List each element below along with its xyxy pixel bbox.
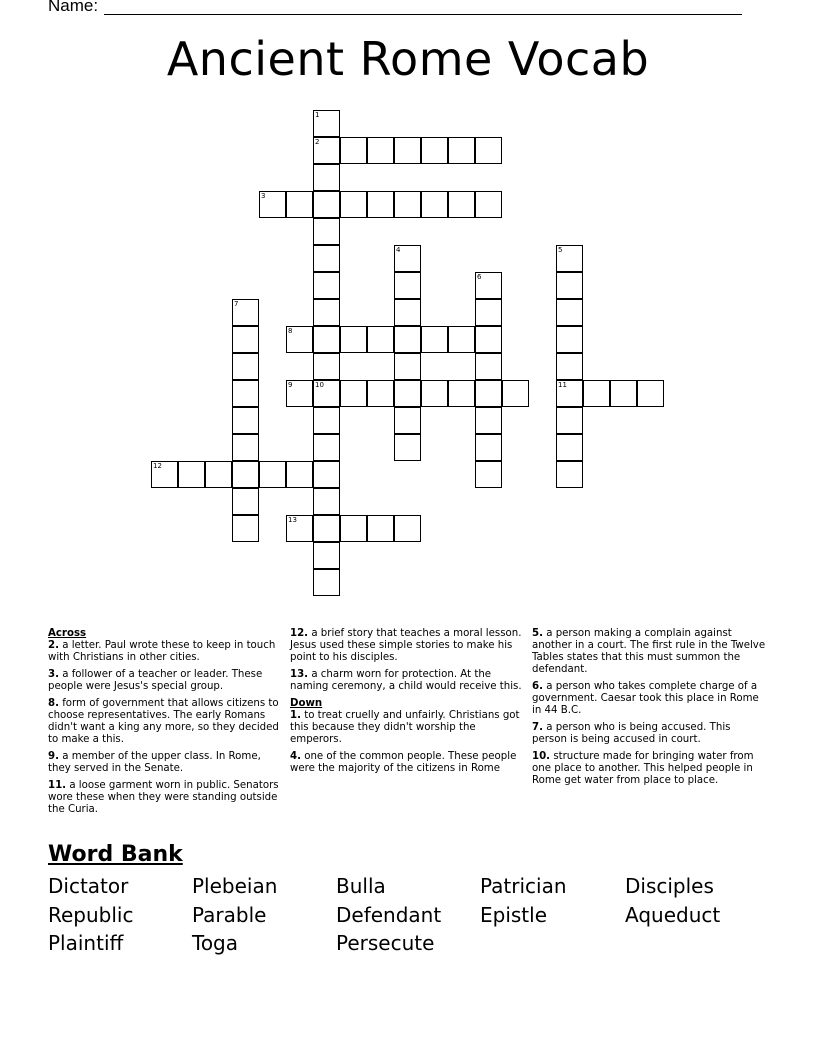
grid-cell[interactable]	[313, 488, 340, 515]
word-bank-word: Persecute	[336, 931, 435, 955]
grid-cell[interactable]	[556, 434, 583, 461]
grid-cell[interactable]	[556, 380, 583, 407]
clue-down-4: 4. one of the common people. These people were the majority of the citizens in Rome	[290, 751, 517, 774]
grid-cell[interactable]	[259, 191, 286, 218]
grid-cell[interactable]	[475, 299, 502, 326]
grid-cell[interactable]	[394, 245, 421, 272]
grid-cell[interactable]	[475, 461, 502, 488]
grid-cell[interactable]	[475, 407, 502, 434]
grid-cell[interactable]	[475, 434, 502, 461]
grid-cell[interactable]	[556, 272, 583, 299]
clue-number: 3	[261, 192, 266, 200]
grid-cell[interactable]	[313, 218, 340, 245]
grid-cell[interactable]	[367, 326, 394, 353]
grid-cell[interactable]	[313, 353, 340, 380]
grid-cell[interactable]	[367, 137, 394, 164]
clue-across-9: 9. a member of the upper class. In Rome, they served in the Senate.	[48, 751, 261, 774]
grid-cell[interactable]	[394, 299, 421, 326]
grid-cell[interactable]	[556, 461, 583, 488]
grid-cell[interactable]	[340, 515, 367, 542]
clue-down-5: 5. a person making a complain against another in a court. The first rule in the Twelve Tables states that this must summon the defendant.	[532, 628, 766, 675]
grid-cell[interactable]	[394, 191, 421, 218]
clue-number: 13	[288, 516, 297, 524]
word-bank-word: Defendant	[336, 903, 442, 927]
grid-cell[interactable]	[394, 515, 421, 542]
word-bank-word: Aqueduct	[625, 903, 721, 927]
grid-cell[interactable]	[421, 191, 448, 218]
grid-cell[interactable]	[313, 245, 340, 272]
grid-cell[interactable]	[313, 110, 340, 137]
grid-cell[interactable]	[556, 353, 583, 380]
grid-cell[interactable]	[475, 191, 502, 218]
word-bank-word: Disciples	[625, 874, 714, 898]
down-heading: Down	[290, 698, 323, 709]
word-bank-word: Patrician	[480, 874, 567, 898]
grid-cell[interactable]	[313, 137, 340, 164]
grid-cell[interactable]	[313, 515, 340, 542]
grid-cell[interactable]	[313, 326, 340, 353]
grid-cell[interactable]	[232, 380, 259, 407]
grid-cell[interactable]	[286, 461, 313, 488]
grid-cell[interactable]	[475, 353, 502, 380]
grid-cell[interactable]	[259, 461, 286, 488]
name-line: Name:	[48, 0, 99, 15]
grid-cell[interactable]	[394, 380, 421, 407]
grid-cell[interactable]	[475, 272, 502, 299]
grid-cell[interactable]	[448, 137, 475, 164]
grid-cell[interactable]	[367, 380, 394, 407]
word-bank-word: Dictator	[48, 874, 129, 898]
clue-across-13: 13. a charm worn for protection. At the naming ceremony, a child would receive this.	[290, 669, 522, 692]
clue-number: 11	[558, 381, 567, 389]
grid-cell[interactable]	[313, 542, 340, 569]
grid-cell[interactable]	[313, 299, 340, 326]
clue-number: 12	[153, 462, 162, 470]
clue-across-8: 8. form of government that allows citizens to choose representatives. The early Romans didn't want a king any more, so they decided to make a this.	[48, 698, 279, 745]
clue-column-2	[290, 628, 522, 780]
clue-number: 1	[315, 111, 320, 119]
word-bank-word: Toga	[192, 931, 239, 955]
clue-number: 6	[477, 273, 482, 281]
clue-column-1	[48, 628, 282, 821]
grid-cell[interactable]	[394, 272, 421, 299]
grid-cell[interactable]	[286, 515, 313, 542]
grid-cell[interactable]	[313, 272, 340, 299]
grid-cell[interactable]	[313, 191, 340, 218]
grid-cell[interactable]	[232, 461, 259, 488]
grid-cell[interactable]	[286, 326, 313, 353]
grid-cell[interactable]	[394, 434, 421, 461]
grid-cell[interactable]	[232, 353, 259, 380]
grid-cell[interactable]	[421, 326, 448, 353]
clue-number: 4	[396, 246, 401, 254]
clue-number: 7	[234, 300, 239, 308]
grid-cell[interactable]	[475, 137, 502, 164]
grid-cell[interactable]	[232, 407, 259, 434]
grid-cell[interactable]	[178, 461, 205, 488]
grid-cell[interactable]	[313, 380, 340, 407]
clue-number: 5	[558, 246, 563, 254]
grid-cell[interactable]	[502, 380, 529, 407]
grid-cell[interactable]	[583, 380, 610, 407]
grid-cell[interactable]	[610, 380, 637, 407]
grid-cell[interactable]	[421, 137, 448, 164]
grid-cell[interactable]	[394, 353, 421, 380]
grid-cell[interactable]	[313, 569, 340, 596]
grid-cell[interactable]	[232, 326, 259, 353]
word-bank-word: Republic	[48, 903, 134, 927]
grid-cell[interactable]	[394, 326, 421, 353]
across-heading: Across	[48, 628, 87, 639]
grid-cell[interactable]	[313, 461, 340, 488]
clue-across-12: 12. a brief story that teaches a moral lesson. Jesus used these simple stories to make his point to his disciples.	[290, 628, 522, 663]
clue-across-11: 11. a loose garment worn in public. Senators wore these when they were standing outside the Curia.	[48, 780, 279, 815]
grid-cell[interactable]	[448, 326, 475, 353]
grid-cell[interactable]	[340, 137, 367, 164]
grid-cell[interactable]	[151, 461, 178, 488]
clue-column-3	[532, 628, 768, 792]
grid-cell[interactable]	[340, 326, 367, 353]
grid-cell[interactable]	[367, 515, 394, 542]
clue-number: 2	[315, 138, 320, 146]
grid-cell[interactable]	[367, 191, 394, 218]
grid-cell[interactable]	[232, 299, 259, 326]
clue-across-3: 3. a follower of a teacher or leader. These people were Jesus's special group.	[48, 669, 263, 692]
grid-cell[interactable]	[556, 326, 583, 353]
grid-cell[interactable]	[394, 137, 421, 164]
clue-down-1: 1. to treat cruelly and unfairly. Christians got this because they didn't worship the emperors.	[290, 710, 520, 745]
grid-cell[interactable]	[394, 407, 421, 434]
grid-cell[interactable]	[313, 164, 340, 191]
word-bank-word: Parable	[192, 903, 267, 927]
word-bank-word: Epistle	[480, 903, 548, 927]
grid-cell[interactable]	[205, 461, 232, 488]
grid-cell[interactable]	[556, 407, 583, 434]
clue-number: 9	[288, 381, 293, 389]
grid-cell[interactable]	[232, 434, 259, 461]
clue-number: 8	[288, 327, 293, 335]
grid-cell[interactable]	[340, 380, 367, 407]
grid-cell[interactable]	[475, 380, 502, 407]
page-title: Ancient Rome Vocab	[166, 32, 650, 86]
grid-cell[interactable]	[421, 380, 448, 407]
grid-cell[interactable]	[286, 380, 313, 407]
clue-number: 10	[315, 381, 324, 389]
grid-cell[interactable]	[475, 326, 502, 353]
clue-down-6: 6. a person who takes complete charge of a government. Caesar took this place in Rome in 44 B.C.	[532, 681, 759, 716]
word-bank-title: Word Bank	[48, 842, 183, 867]
grid-cell[interactable]	[286, 191, 313, 218]
grid-cell[interactable]	[232, 488, 259, 515]
grid-cell[interactable]	[340, 191, 367, 218]
grid-cell[interactable]	[448, 380, 475, 407]
grid-cell[interactable]	[556, 299, 583, 326]
clue-across-2: 2. a letter. Paul wrote these to keep in touch with Christians in other cities.	[48, 640, 276, 663]
grid-cell[interactable]	[556, 245, 583, 272]
grid-cell[interactable]	[448, 191, 475, 218]
clue-down-7: 7. a person who is being accused. This person is being accused in court.	[532, 722, 731, 745]
clue-down-10: 10. structure made for bringing water from one place to another. This helped people in Rome get water from place to place.	[532, 751, 754, 786]
grid-cell[interactable]	[313, 407, 340, 434]
word-bank-word: Plaintiff	[48, 931, 124, 955]
word-bank-word: Bulla	[336, 874, 386, 898]
word-bank-word: Plebeian	[192, 874, 278, 898]
grid-cell[interactable]	[232, 515, 259, 542]
grid-cell[interactable]	[313, 434, 340, 461]
grid-cell[interactable]	[637, 380, 664, 407]
